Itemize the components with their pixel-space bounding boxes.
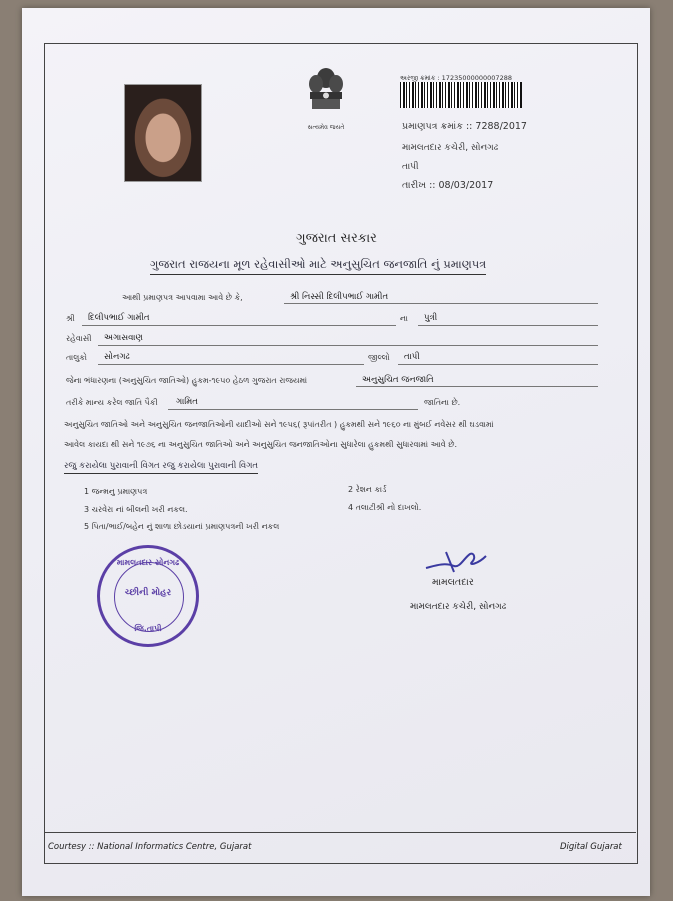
government-title: ગુજરાત સરકાર <box>296 231 377 246</box>
underline <box>98 345 598 346</box>
district-value: તાપી <box>404 352 420 362</box>
legal-text-line-1: અનુસુચિત જાતિઓ અને અનુસુચિત જનજાતિઓની યાદીઓ સને ૧૯૫૬( રૂપાંતરીત ) હુકમથી સને ૧૯૬૦ ના મુંબઈ નવેસર થી ઘડવામાં <box>64 420 494 429</box>
parent-prefix: શ્રી <box>66 314 75 323</box>
parent-name: દિલીપભાઈ ગામીત <box>88 313 150 323</box>
certificate-number: પ્રમાણપત્ર ક્રમાંક :: 7288/2017 <box>402 121 527 132</box>
underline <box>418 325 598 326</box>
underline <box>284 303 598 304</box>
tribe-suffix: જાતિના છે. <box>424 398 461 407</box>
document-item: 1 જન્મનુ પ્રમાણપત્ર <box>84 487 148 496</box>
tribe-value: ગામિત <box>176 397 198 407</box>
issuing-office: મામલતદાર કચેરી, સોનગઢ <box>402 143 499 153</box>
underline <box>356 386 598 387</box>
issued-to-label: આથી પ્રમાણપત્ર આપવામા આવે છે કે, <box>122 293 243 302</box>
issued-to-value: શ્રી નિસ્સી દિલીપભાઈ ગામીત <box>290 292 389 302</box>
district-label: જીલ્લો <box>368 353 390 362</box>
ashoka-emblem-icon <box>302 64 350 132</box>
applicant-photo <box>124 84 202 182</box>
underline <box>168 409 418 410</box>
documents-title: રજુ કરાયેલા પુરાવાની વિગત રજુ કરાયેલા પુરાવાની વિગત <box>64 461 258 474</box>
seal-bottom-text: જિ.તાપી <box>134 624 162 633</box>
relation-value: પુત્રી <box>424 313 438 323</box>
seal-top-text: મામલતદાર સોનગઢ <box>116 558 180 567</box>
underline <box>82 325 396 326</box>
document-item: 5 પિતા/ભાઈ/બહેન નું શાળા છોડયાનાં પ્રમાણપત્રની ખરી નકલ <box>84 522 280 531</box>
taluka-value: સોનગઢ <box>104 352 130 362</box>
office-seal <box>97 545 199 647</box>
footer-divider <box>44 832 636 833</box>
signatory-designation: મામલતદાર <box>432 577 474 588</box>
tribe-label: તરીકે માન્ય કરેલ જાતિ પૈકી <box>66 398 158 407</box>
document-item: 2 રેશન કાર્ડ <box>348 485 387 494</box>
legal-text-line-2: આવેલ કાયદા થી સને ૧૯૭૬ ના અનુસુચિત જાતિઓ અને અનુસુચિત જનજાતિઓના સુધારેલા હુકમથી સુધારવામાં આવે છે. <box>64 440 458 449</box>
signatory-office: મામલતદાર કચેરી, સોનગઢ <box>410 602 507 612</box>
issuing-district: તાપી <box>402 162 419 172</box>
relation-label: ના <box>400 314 408 323</box>
order-text: જેના ભંધારણના (અનુસુચિત જાતિઓ) હુકમ-૧૯૫૦ હેઠળ ગુજરાત રાજયમાં <box>66 376 308 385</box>
document-item: 3 ચરવેરા નાં બીલની ખરી નકલ. <box>84 505 188 514</box>
application-number: અરજી ક્રમાંક : 17235000000007288 <box>400 74 512 82</box>
barcode <box>400 82 522 108</box>
seal-middle-text: ચ્છીની મોહર <box>124 588 172 598</box>
emblem-caption: સત્યમેવ જયતે <box>307 124 345 131</box>
certificate-title: ગુજરાત રાજયના મૂળ રહેવાસીઓ માટે અનુસુચિત જનજાતિ નું પ્રમાણપત્ર <box>150 257 486 275</box>
resident-value: અગાસવાણ <box>104 333 143 343</box>
underline <box>398 364 598 365</box>
footer-brand: Digital Gujarat <box>560 842 622 852</box>
signature <box>424 548 490 576</box>
footer-courtesy: Courtesy :: National Informatics Centre, Gujarat <box>48 842 252 852</box>
issue-date: તારીખ :: 08/03/2017 <box>402 180 494 191</box>
order-value: અનુસુચિત જનજાતિ <box>362 375 434 385</box>
taluka-label: તાલુકો <box>66 353 87 362</box>
document-item: 4 તલાટીશ્રી નો દાખલો. <box>348 503 422 512</box>
resident-label: રહેવાસી <box>66 334 92 343</box>
underline <box>98 364 364 365</box>
